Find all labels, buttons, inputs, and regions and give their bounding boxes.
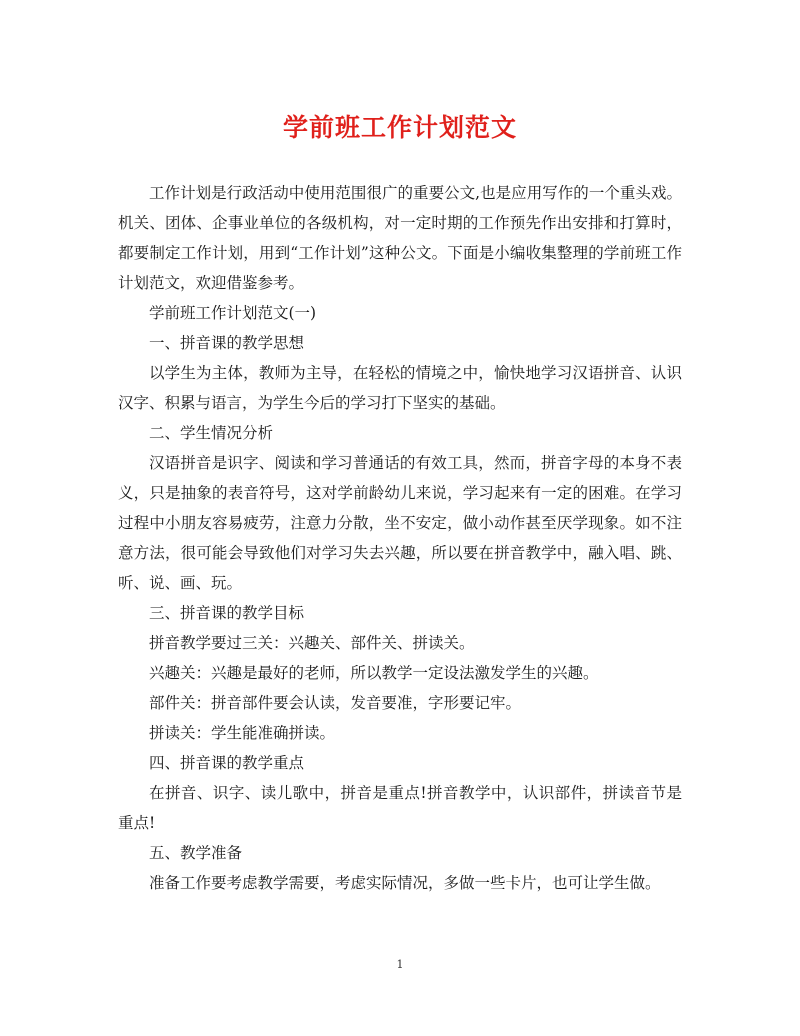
paragraph-three-gates: 拼音教学要过三关：兴趣关、部件关、拼读关。 — [149, 634, 475, 652]
section-subtitle: 学前班工作计划范文(一) — [149, 304, 317, 322]
heading-teaching-focus: 四、拼音课的教学重点 — [149, 754, 305, 772]
paragraph-spelling-gate: 拼读关：学生能准确拼读。 — [149, 724, 336, 742]
document-body — [118, 178, 682, 898]
paragraph-teaching-focus: 在拼音、识字、读儿歌中，拼音是重点!拼音教学中，认识部件，拼读音节是重点! — [118, 784, 682, 832]
heading-teaching-goals: 三、拼音课的教学目标 — [149, 604, 305, 622]
paragraph-teaching-preparation: 准备工作要考虑教学需要，考虑实际情况，多做一些卡片，也可让学生做。 — [149, 874, 661, 892]
page-number: 1 — [396, 958, 404, 971]
intro-paragraph: 工作计划是行政活动中使用范围很广的重要公文,也是应用写作的一个重头戏。机关、团体、企事业单位的各级机构，对一定时期的工作预先作出安排和打算时，都要制定工作计划，用到“工作计划”这种公文。下面是小编收集整理的学前班工作计划范文，欢迎借鉴参考。 — [118, 184, 682, 292]
document-title: 学前班工作计划范文 — [282, 113, 517, 142]
paragraph-interest-gate: 兴趣关：兴趣是最好的老师，所以教学一定设法激发学生的兴趣。 — [149, 664, 599, 682]
heading-teaching-philosophy: 一、拼音课的教学思想 — [149, 334, 305, 352]
heading-teaching-preparation: 五、教学准备 — [149, 844, 243, 862]
paragraph-student-analysis: 汉语拼音是识字、阅读和学习普通话的有效工具，然而，拼音字母的本身不表义，只是抽象的表音符号，这对学前龄幼儿来说，学习起来有一定的困难。在学习过程中小朋友容易疲劳，注意力分散，坐不安定，做小动作甚至厌学现象。如不注意方法，很可能会导致他们对学习失去兴趣，所以要在拼音教学中，融入唱、跳、听、说、画、玩。 — [118, 454, 682, 592]
heading-student-analysis: 二、学生情况分析 — [149, 424, 274, 442]
paragraph-teaching-philosophy: 以学生为主体，教师为主导，在轻松的情境之中，愉快地学习汉语拼音、认识汉字、积累与语言，为学生今后的学习打下坚实的基础。 — [118, 364, 682, 412]
paragraph-component-gate: 部件关：拼音部件要会认读，发音要准，字形要记牢。 — [149, 694, 522, 712]
